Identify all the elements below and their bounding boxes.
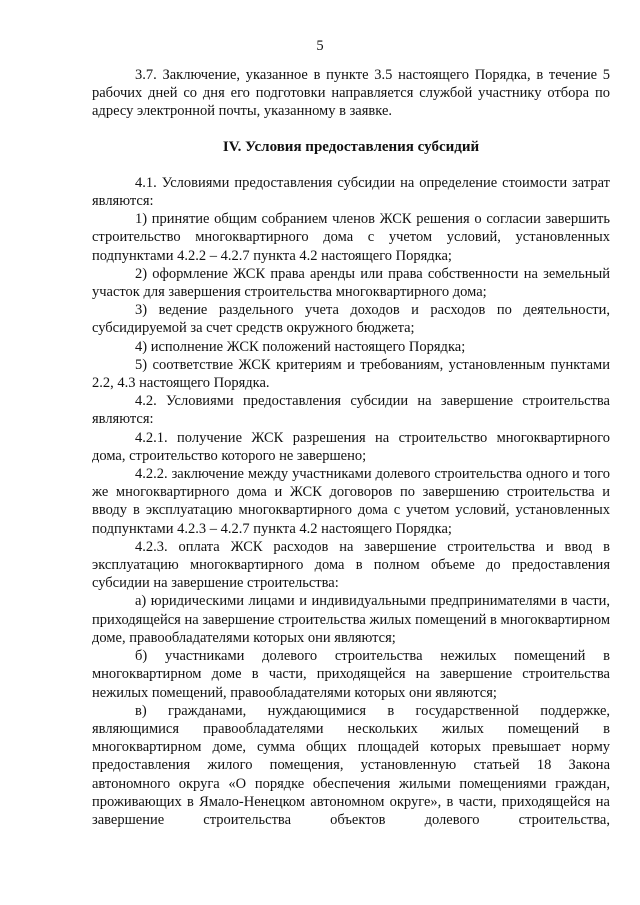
list-item-4: 4) исполнение ЖСК положений настоящего Порядка; bbox=[135, 338, 466, 355]
list-item-1: 1) принятие общим собранием членов ЖСК решения о согласии завершить строительство многоквартирного дома с учетом условий, установленных подпунктами 4.2.2 – 4.2.7 пункта 4.2 настоящего Порядка; bbox=[92, 211, 610, 264]
list-item-2: 2) оформление ЖСК права аренды или права собственности на земельный участок для завершения строительства многоквартирного дома; bbox=[92, 265, 610, 301]
paragraph-4-2-1: 4.2.1. получение ЖСК разрешения на строительство многоквартирного дома, строительство которого не завершено; bbox=[92, 429, 610, 464]
paragraph-4-2-2: 4.2.2. заключение между участниками долевого строительства одного и того же многоквартирного дома и ЖСК договоров по завершению строительства и вводу в эксплуатацию многоквартирного дома с учетом условий, установленных подпунктами 4.2.3 – 4.2.7 пункта 4.2 настоящего Порядка; bbox=[92, 466, 610, 537]
paragraph-4-1: 4.1. Условиями предоставления субсидии на определение стоимости затрат являются: bbox=[92, 174, 610, 210]
paragraph-3-7: 3.7. Заключение, указанное в пункте 3.5 настоящего Порядка, в течение 5 рабочих дней со дня его подготовки направляется службой участнику отбора по адресу электронной почты, указанному в заявке. bbox=[92, 67, 610, 120]
list-item-5: 5) соответствие ЖСК критериям и требованиям, установленным пунктами 2.2, 4.3 настоящего Порядка. bbox=[92, 356, 610, 392]
paragraph-4-2-3: 4.2.3. оплата ЖСК расходов на завершение строительства и ввод в эксплуатацию многоквартирного дома в полном объеме до предоставления субсидии на завершение строительства: bbox=[92, 538, 610, 592]
subitem-a: а) юридическими лицами и индивидуальными предпринимателями в части, приходящейся на завершение строительства жилых помещений в многоквартирном доме, правообладателями которых они являются; bbox=[92, 593, 610, 646]
document-body bbox=[92, 66, 610, 829]
page-number: 5 bbox=[316, 38, 324, 54]
list-item-3: 3) ведение раздельного учета доходов и расходов по деятельности, субсидируемой за счет средств окружного бюджета; bbox=[92, 302, 610, 337]
subitem-b: б) участниками долевого строительства нежилых помещений в многоквартирном доме в части, приходящейся на завершение строительства нежилых помещений, правообладателями которых они являются; bbox=[92, 648, 610, 701]
paragraph-4-2: 4.2. Условиями предоставления субсидии на завершение строительства являются: bbox=[92, 393, 610, 428]
subitem-v: в) гражданами, нуждающимися в государственной поддержке, являющимися правообладателями нескольких жилых помещений в многоквартирном доме, сумма общих площадей которых превышает норму предоставления жилого помещения, установленную статьей 18 Закона автономного округа «О порядке обеспечения жилыми помещениями граждан, проживающих в Ямало-Ненецком автономном округе», в части, приходящейся на завершение строительства объектов долевого строительства, bbox=[92, 702, 610, 828]
section-heading: IV. Условия предоставления субсидий bbox=[222, 138, 480, 155]
